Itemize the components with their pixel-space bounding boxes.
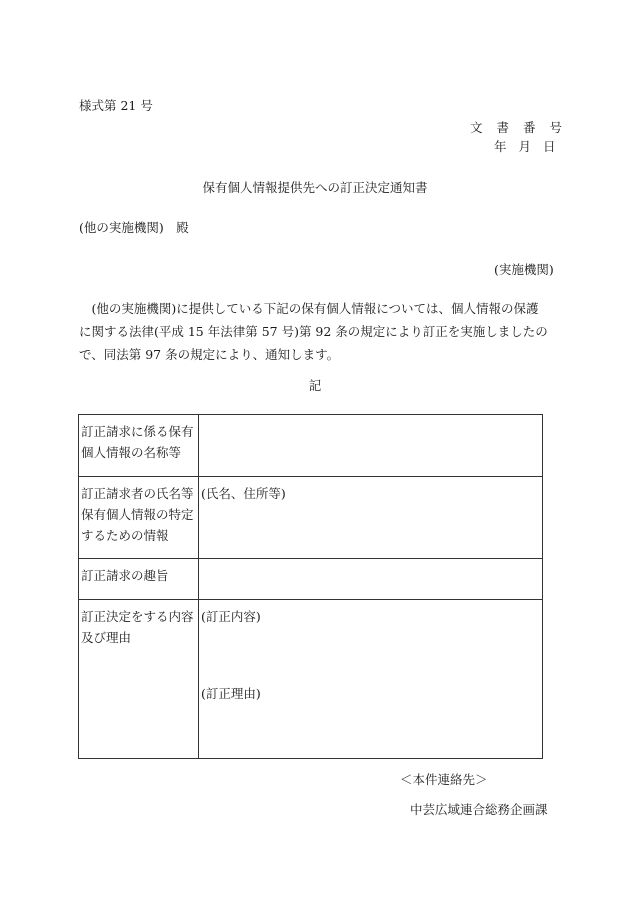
sender-agency: (実施機関) (494, 262, 554, 277)
row-label-info-name: 訂正請求に係る保有個人情報の名称等 (79, 415, 199, 477)
row-label-requester: 訂正請求者の氏名等保有個人情報の特定するための情報 (79, 477, 199, 559)
body-paragraph: (他の実施機関)に提供している下記の保有個人情報については、個人情報の保護に関する法律(平成 15 年法律第 57 号)第 92 条の規定により訂正を実施しましたので、同法第 97 条の規定により、通知します。 (79, 301, 548, 362)
addressee: (他の実施機関) 殿 (79, 220, 189, 235)
correction-reason-label: (訂正理由) (201, 686, 261, 701)
row-value-info-name (199, 415, 543, 477)
correction-record-table (78, 414, 543, 759)
contact-heading: ＜本件連絡先＞ (400, 772, 488, 787)
row-label-request-purpose: 訂正請求の趣旨 (79, 559, 199, 600)
table-row (79, 559, 543, 600)
table-row (79, 600, 543, 759)
table-row (79, 477, 543, 559)
row-value-request-purpose (199, 559, 543, 600)
document-number-label: 文書番号 (470, 120, 577, 135)
row-value-requester: (氏名、住所等) (199, 477, 543, 559)
row-label-decision: 訂正決定をする内容及び理由 (79, 600, 199, 759)
date-label: 年月日 (494, 139, 568, 154)
form-number: 様式第 21 号 (79, 98, 153, 113)
row-value-decision (199, 600, 543, 759)
spacer (201, 627, 542, 683)
ki-heading: 記 (308, 378, 322, 393)
document-title: 保有個人情報提供先への訂正決定通知書 (202, 180, 428, 195)
table-row (79, 415, 543, 477)
contact-organization: 中芸広域連合総務企画課 (410, 802, 548, 817)
correction-content-label: (訂正内容) (201, 609, 261, 624)
